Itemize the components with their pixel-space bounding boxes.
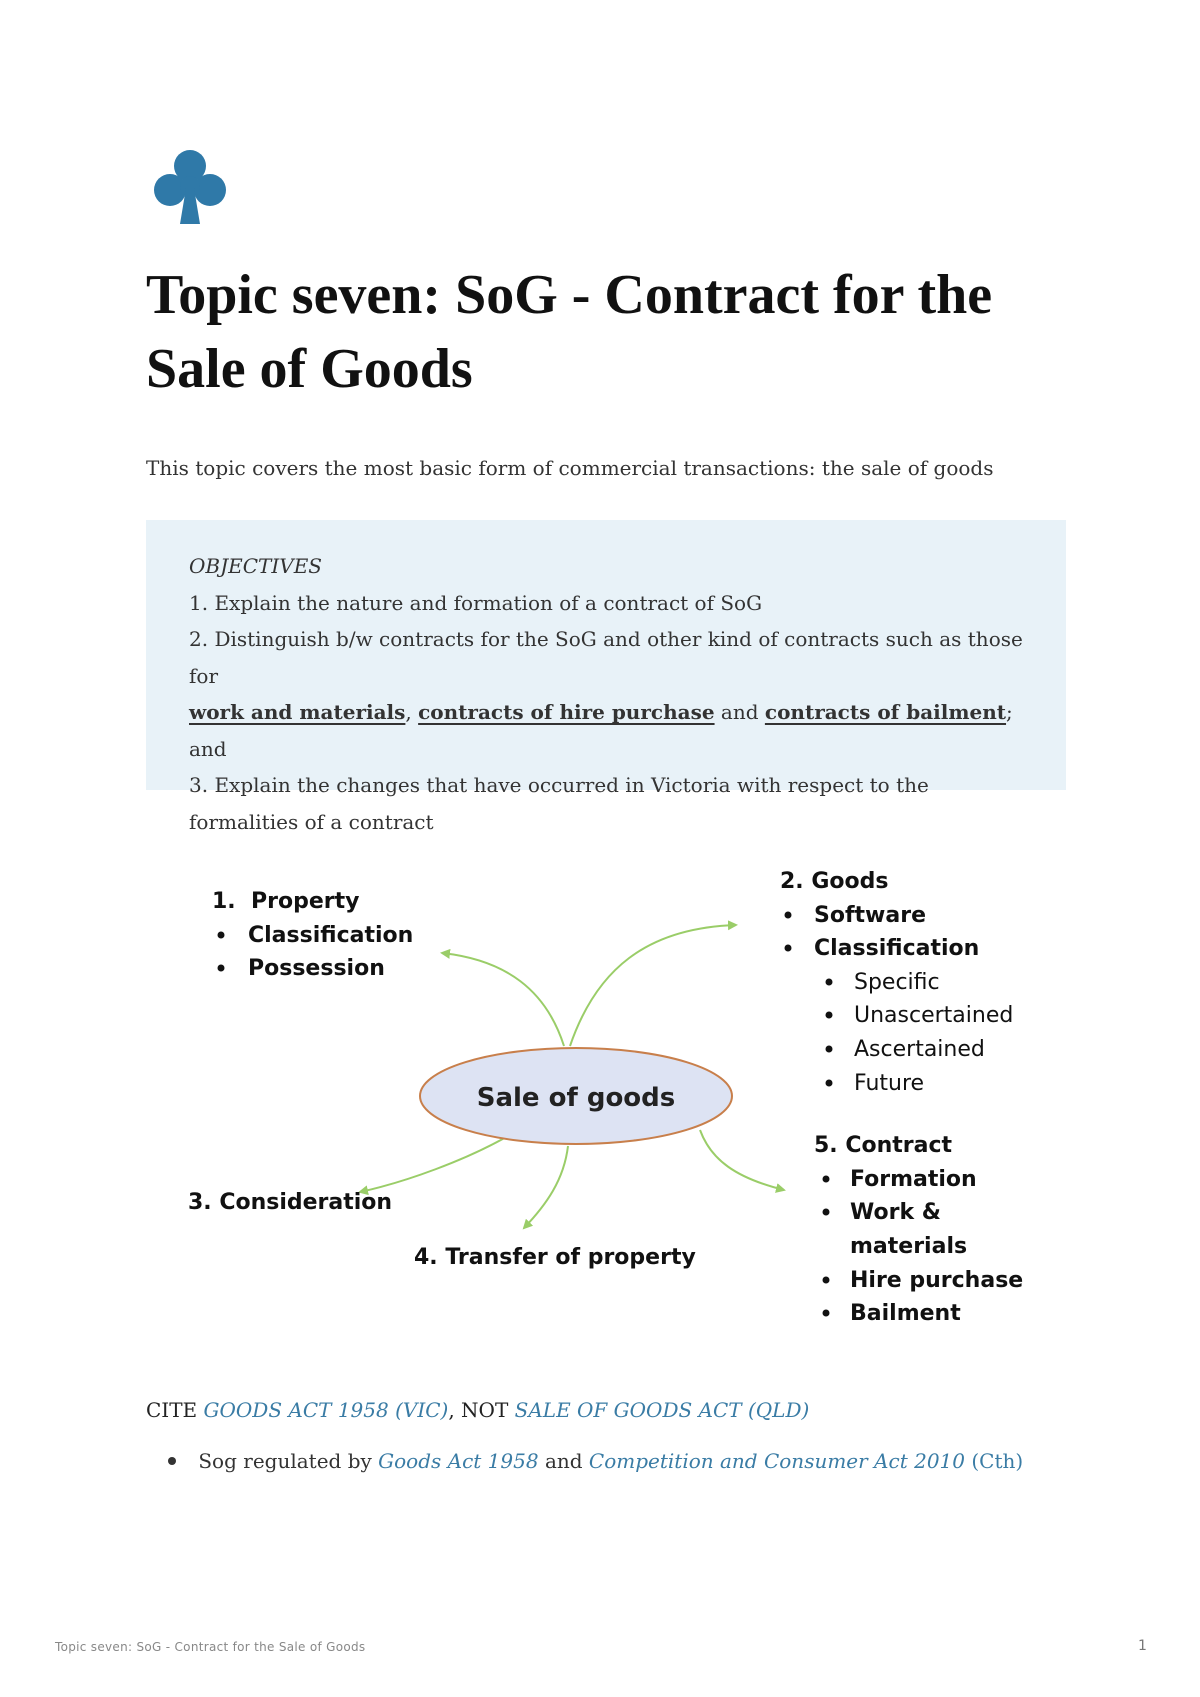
bullet bbox=[823, 1209, 830, 1216]
goods-subitem-3: Ascertained bbox=[854, 1037, 985, 1062]
sale-of-goods-act-link[interactable]: SALE OF GOODS ACT (QLD) bbox=[514, 1398, 810, 1422]
page-title: Topic seven: SoG - Contract for the Sale of Goods bbox=[146, 264, 993, 400]
bullet bbox=[823, 1310, 830, 1317]
contract-item-1: Formation bbox=[850, 1167, 977, 1192]
cth-label: (Cth) bbox=[971, 1449, 1024, 1473]
objective-3: 3. Explain the changes that have occurred in Victoria with respect to the formalities of a contract bbox=[189, 773, 929, 834]
property-title: 1. Property bbox=[212, 889, 360, 914]
objective-2-and: and bbox=[720, 700, 759, 724]
objectives-callout bbox=[146, 520, 1066, 834]
bullet bbox=[826, 979, 833, 986]
bullet bbox=[826, 1046, 833, 1053]
goods-item-2: Classification bbox=[814, 936, 980, 961]
contract-item-3: Hire purchase bbox=[850, 1268, 1024, 1293]
transfer-label: 4. Transfer of property bbox=[414, 1245, 696, 1270]
bailment-link[interactable]: contracts of bailment bbox=[764, 700, 1007, 724]
contract-item-2: Work & bbox=[850, 1200, 941, 1225]
club-icon bbox=[152, 148, 228, 228]
bullet bbox=[168, 1457, 176, 1465]
sale-of-goods-diagram bbox=[146, 860, 1046, 1344]
bullet bbox=[823, 1176, 830, 1183]
bullet bbox=[823, 1277, 830, 1284]
bullet bbox=[785, 945, 792, 952]
work-materials-link[interactable]: work and materials bbox=[189, 700, 406, 724]
bullet bbox=[826, 1012, 833, 1019]
goods-title: 2. Goods bbox=[780, 869, 889, 894]
center-label: Sale of goods bbox=[476, 1083, 676, 1113]
goods-item-1: Software bbox=[814, 903, 926, 928]
competition-consumer-act-link[interactable]: Competition and Consumer Act 2010 bbox=[588, 1449, 965, 1473]
objective-1: 1. Explain the nature and formation of a contract of SoG bbox=[189, 590, 763, 615]
bullet bbox=[826, 1080, 833, 1087]
bullet bbox=[218, 965, 225, 972]
goods-subitem-4: Future bbox=[854, 1071, 925, 1096]
objective-2 bbox=[189, 621, 1026, 767]
arrow-to-goods bbox=[570, 925, 736, 1046]
regulation-list bbox=[168, 1449, 1023, 1473]
contract-item-4: Bailment bbox=[850, 1301, 961, 1326]
hire-purchase-link[interactable]: contracts of hire purchase bbox=[418, 700, 715, 724]
goods-subitem-2: Unascertained bbox=[854, 1003, 1014, 1028]
objective-2-end: ; and bbox=[189, 700, 1013, 761]
arrow-to-contract bbox=[700, 1130, 784, 1190]
objective-2-text: 2. Distinguish b/w contracts for the SoG and other kind of contracts such as those for bbox=[189, 627, 1023, 688]
arrow-to-transfer bbox=[524, 1146, 568, 1228]
objectives-label: OBJECTIVES bbox=[189, 554, 322, 578]
goods-act-link[interactable]: GOODS ACT 1958 (VIC) bbox=[203, 1398, 449, 1422]
cite-line bbox=[146, 1398, 809, 1422]
bullet bbox=[785, 912, 792, 919]
contract-item-2-cont: materials bbox=[850, 1234, 968, 1259]
arrow-to-property bbox=[442, 953, 564, 1046]
page-number: 1 bbox=[1138, 1638, 1147, 1654]
arrow-to-consideration bbox=[360, 1136, 508, 1192]
list-text: Sog regulated by bbox=[198, 1449, 372, 1473]
goods-act-1958-link[interactable]: Goods Act 1958 bbox=[378, 1449, 539, 1473]
list-and: and bbox=[544, 1449, 583, 1473]
objective-2-comma: , bbox=[405, 700, 412, 724]
footer-title: Topic seven: SoG - Contract for the Sale of Goods bbox=[55, 1640, 366, 1654]
cite-mid: , NOT bbox=[448, 1398, 509, 1422]
goods-subitem-1: Specific bbox=[854, 970, 940, 995]
property-item-1: Classification bbox=[248, 923, 414, 948]
list-item bbox=[168, 1449, 1023, 1473]
contract-title: 5. Contract bbox=[814, 1133, 953, 1158]
diagram-svg bbox=[146, 860, 1046, 1340]
bullet bbox=[218, 932, 225, 939]
property-item-2: Possession bbox=[248, 956, 385, 981]
consideration-label: 3. Consideration bbox=[188, 1190, 393, 1215]
intro-text: This topic covers the most basic form of commercial transactions: the sale of goods bbox=[146, 456, 994, 480]
cite-prefix: CITE bbox=[146, 1398, 198, 1422]
